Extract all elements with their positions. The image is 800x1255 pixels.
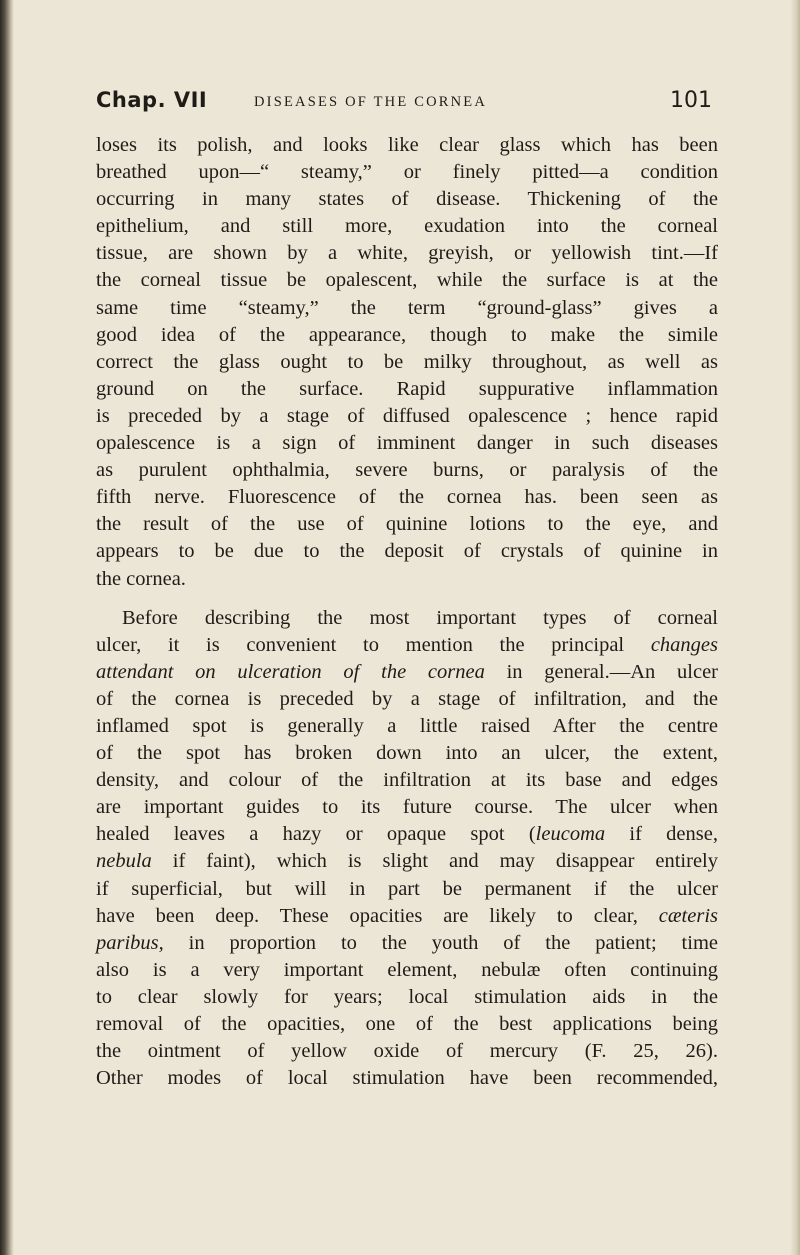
page-number: 101 — [670, 88, 712, 113]
running-title: DISEASES OF THE CORNEA — [254, 94, 488, 110]
text-line: appears to be due to the deposit of crystals of quinine in — [96, 540, 718, 563]
paragraph-1 — [96, 132, 718, 593]
text-line: healed leaves a hazy or opaque spot (leucoma if dense, — [96, 823, 718, 846]
text-line: breathed upon—“ steamy,” or finely pitted—a condition — [96, 161, 718, 184]
text-line: ground on the surface. Rapid suppurative inflammation — [96, 377, 718, 400]
text-line: loses its polish, and looks like clear glass which has been — [96, 134, 718, 156]
text-line: occurring in many states of disease. Thickening of the — [96, 188, 718, 211]
text-line: as purulent ophthalmia, severe burns, or paralysis of the — [96, 459, 718, 482]
page-edge — [790, 0, 800, 1255]
running-head — [96, 88, 718, 120]
text-line: also is a very important element, nebulæ often continuing — [96, 958, 718, 981]
text-line: to clear slowly for years; local stimulation aids in the — [96, 985, 718, 1008]
book-binding-edge — [0, 0, 14, 1255]
text-line: ulcer, it is convenient to mention the principal changes — [96, 633, 718, 656]
text-line: opalescence is a sign of imminent danger in such diseases — [96, 432, 718, 455]
chapter-label: Chap. VII — [96, 88, 208, 112]
text-line: are important guides to its future course. The ulcer when — [96, 796, 718, 819]
book-page — [96, 88, 718, 1092]
paragraph-2 — [96, 605, 718, 1093]
text-line: fifth nerve. Fluorescence of the cornea has. been seen as — [96, 486, 718, 509]
text-line: same time “steamy,” the term “ground-glass” gives a — [96, 296, 718, 319]
text-line: good idea of the appearance, though to make the simile — [96, 323, 718, 346]
text-line: of the spot has broken down into an ulcer, the extent, — [96, 742, 718, 765]
text-line: Before describing the most important types of corneal — [122, 606, 718, 629]
text-line: attendant on ulceration of the cornea in general.—An ulcer — [96, 660, 718, 683]
text-line: the corneal tissue be opalescent, while the surface is at the — [96, 269, 718, 292]
text-line: if superficial, but will in part be permanent if the ulcer — [96, 877, 718, 900]
text-line: the cornea. — [96, 567, 186, 590]
text-line: the ointment of yellow oxide of mercury (F. 25, 26). — [96, 1040, 718, 1063]
text-line: paribus, in proportion to the youth of the patient; time — [96, 931, 718, 954]
text-line: epithelium, and still more, exudation into the corneal — [96, 215, 718, 238]
text-line: density, and colour of the infiltration at its base and edges — [96, 769, 718, 792]
text-line: have been deep. These opacities are likely to clear, cæteris — [96, 904, 718, 927]
text-line: correct the glass ought to be milky throughout, as well as — [96, 350, 718, 373]
text-line: Other modes of local stimulation have been recommended, — [96, 1067, 718, 1090]
text-line: nebula if faint), which is slight and may disappear entirely — [96, 850, 718, 873]
text-line: of the cornea is preceded by a stage of infiltration, and the — [96, 687, 718, 710]
text-line: is preceded by a stage of diffused opalescence ; hence rapid — [96, 404, 718, 427]
text-line: inflamed spot is generally a little raised After the centre — [96, 714, 718, 737]
text-line: tissue, are shown by a white, greyish, or yellowish tint.—If — [96, 242, 718, 265]
text-line: removal of the opacities, one of the best applications being — [96, 1013, 718, 1035]
text-line: the result of the use of quinine lotions to the eye, and — [96, 513, 718, 536]
